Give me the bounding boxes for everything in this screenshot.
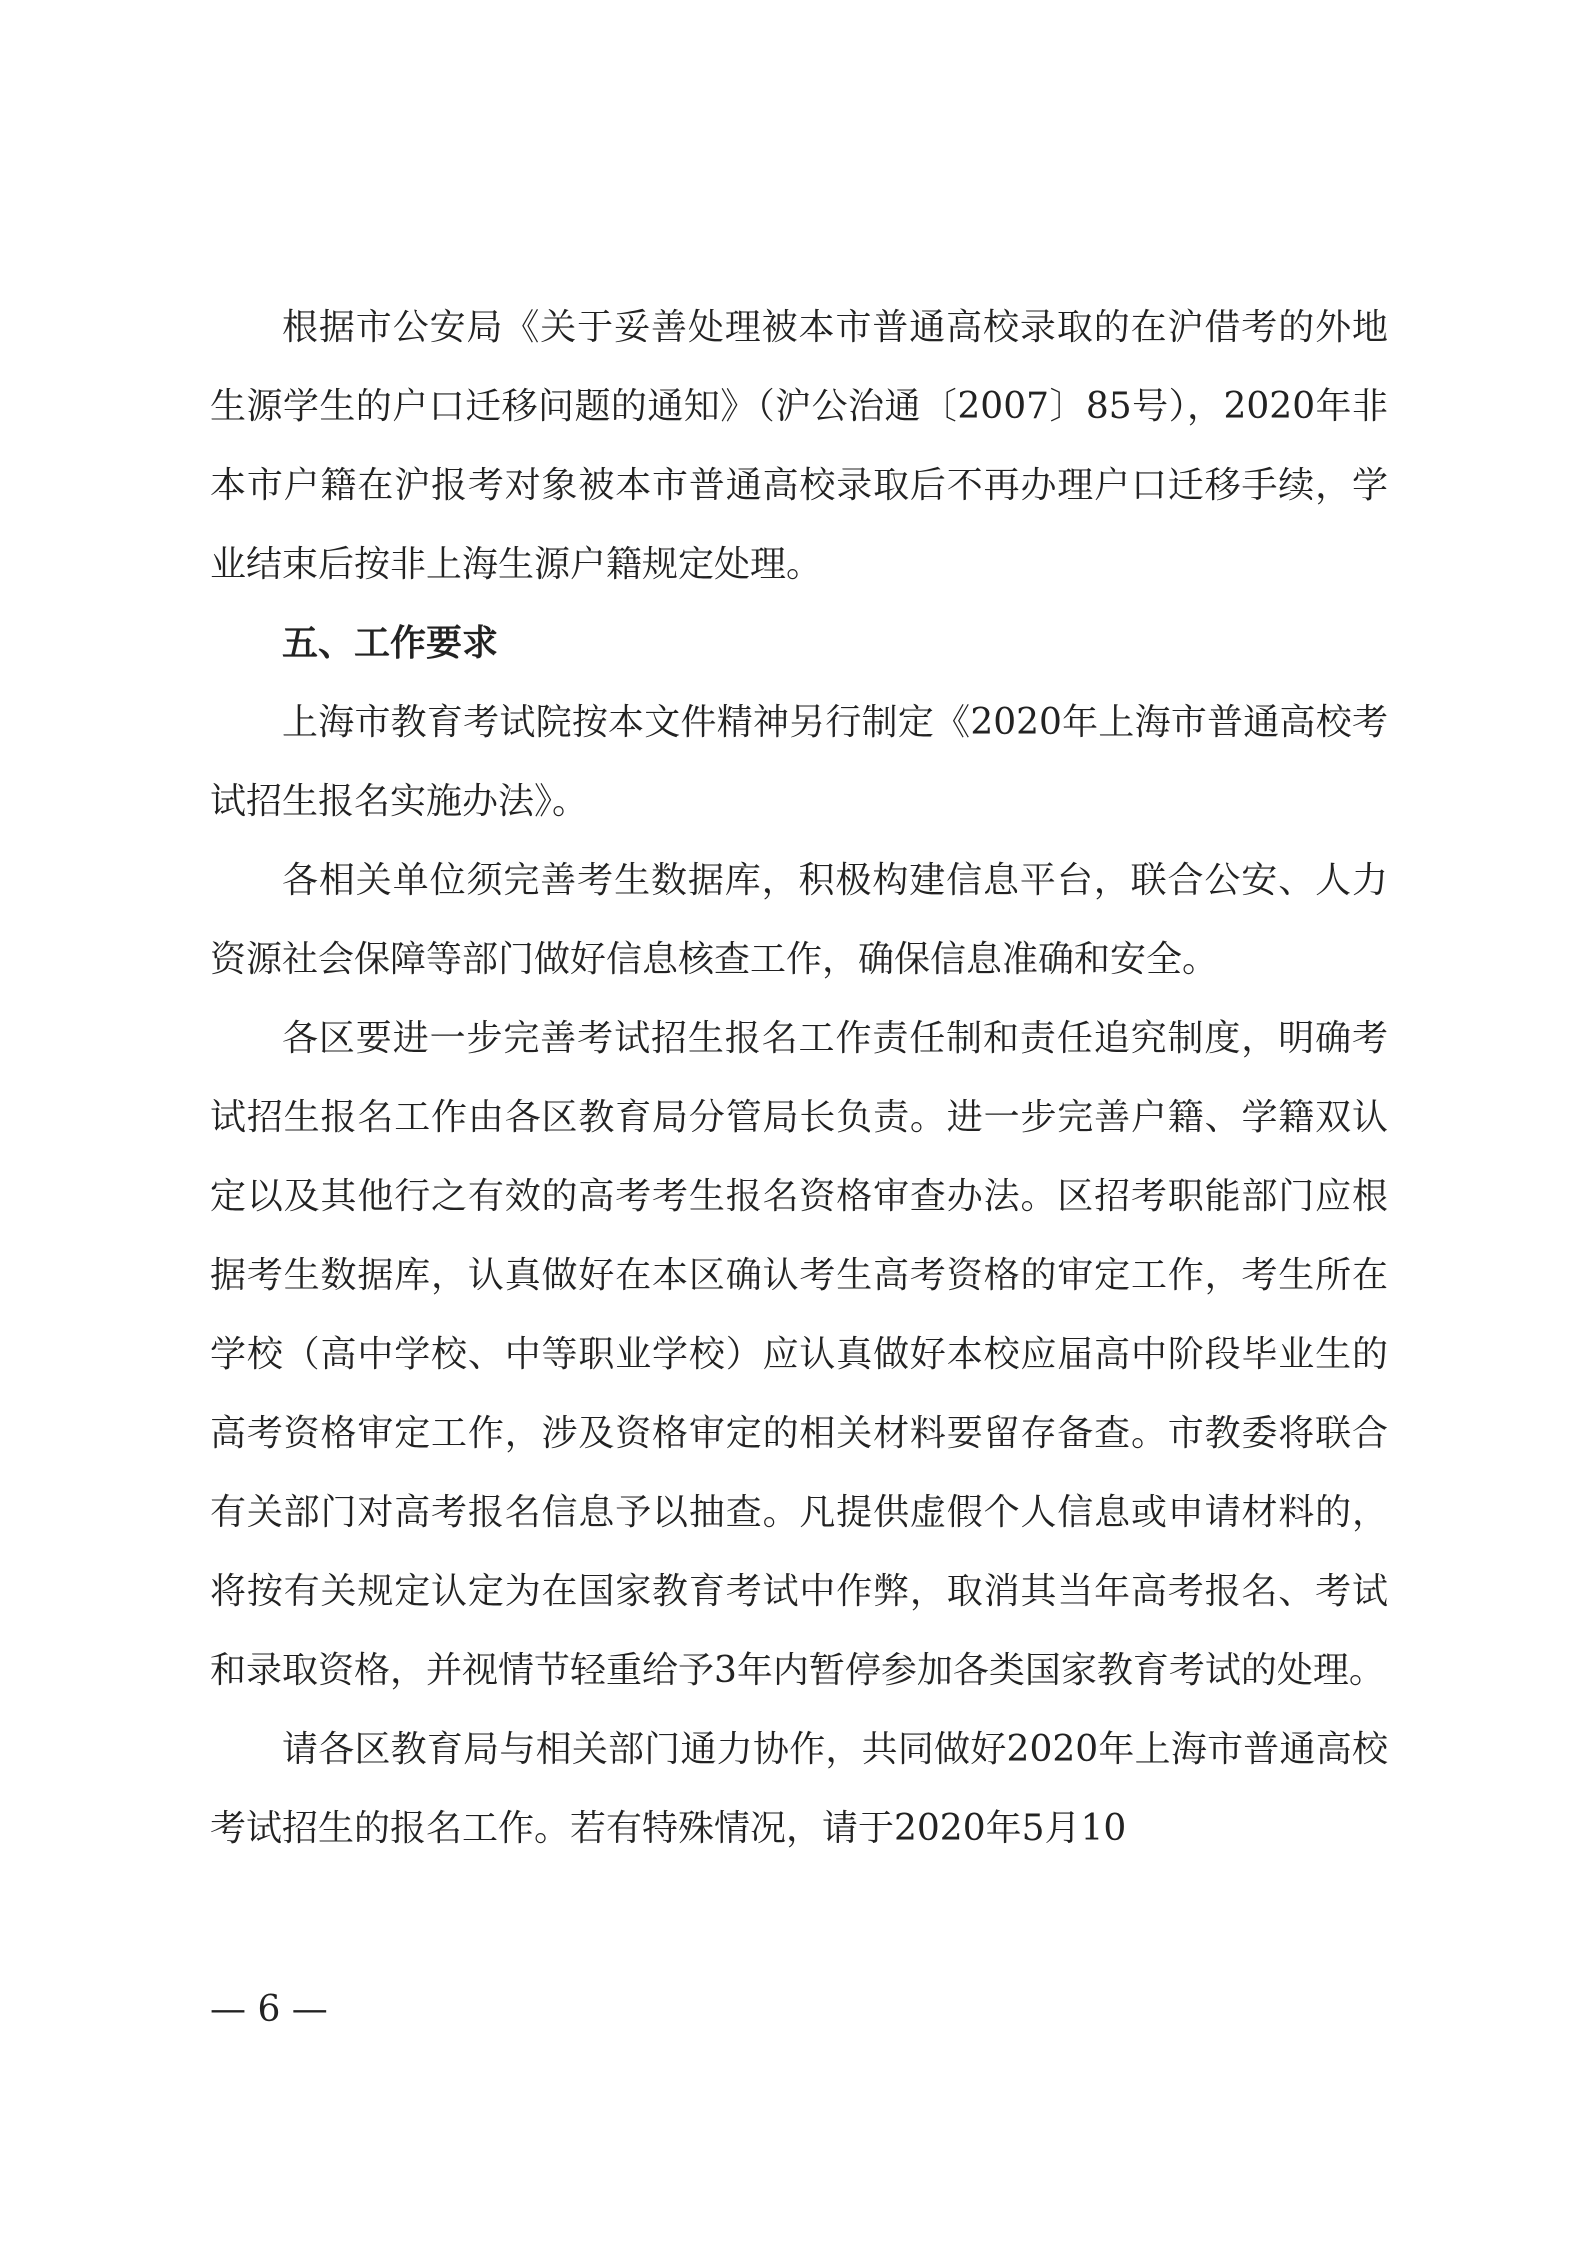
paragraph-implementation-method: 上海市教育考试院按本文件精神另行制定《2020年上海市普通高校考试招生报名实施办法》。 [210,702,1388,822]
paragraph-database-verification: 各相关单位须完善考生数据库，积极构建信息平台，联合公安、人力资源社会保障等部门做好信息核查工作，确保信息准确和安全。 [210,860,1388,980]
page-number: — 6 — [210,1989,328,2030]
paragraph-responsibility-system: 各区要进一步完善考试招生报名工作责任制和责任追究制度，明确考试招生报名工作由各区教育局分管局长负责。进一步完善户籍、学籍双认定以及其他行之有效的高考考生报名资格审查办法。区招考职能部门应根据考生数据库，认真做好在本区确认考生高考资格的审定工作，考生所在学校（高中学校、中等职业学校）应认真做好本校应届高中阶段毕业生的高考资格审定工作，涉及资格审定的相关材料要留存备查。市教委将联合有关部门对高考报名信息予以抽查。凡提供虚假个人信息或申请材料的，将按有关规定认定为在国家教育考试中作弊，取消其当年高考报名、考试和录取资格，并视情节轻重给予3年内暂停参加各类国家教育考试的处理。 [210,1018,1388,1691]
paragraph-cooperation-request: 请各区教育局与相关部门通力协作，共同做好2020年上海市普通高校考试招生的报名工作。若有特殊情况，请于2020年5月10 [210,1729,1388,1849]
section-heading-work-requirements: 五、工作要求 [282,623,499,664]
paragraph-household-migration: 根据市公安局《关于妥善处理被本市普通高校录取的在沪借考的外地生源学生的户口迁移问题的通知》（沪公治通〔2007〕85号），2020年非本市户籍在沪报考对象被本市普通高校录取后不再办理户口迁移手续，学业结束后按非上海生源户籍规定处理。 [210,307,1388,585]
document-body [210,288,1388,1868]
